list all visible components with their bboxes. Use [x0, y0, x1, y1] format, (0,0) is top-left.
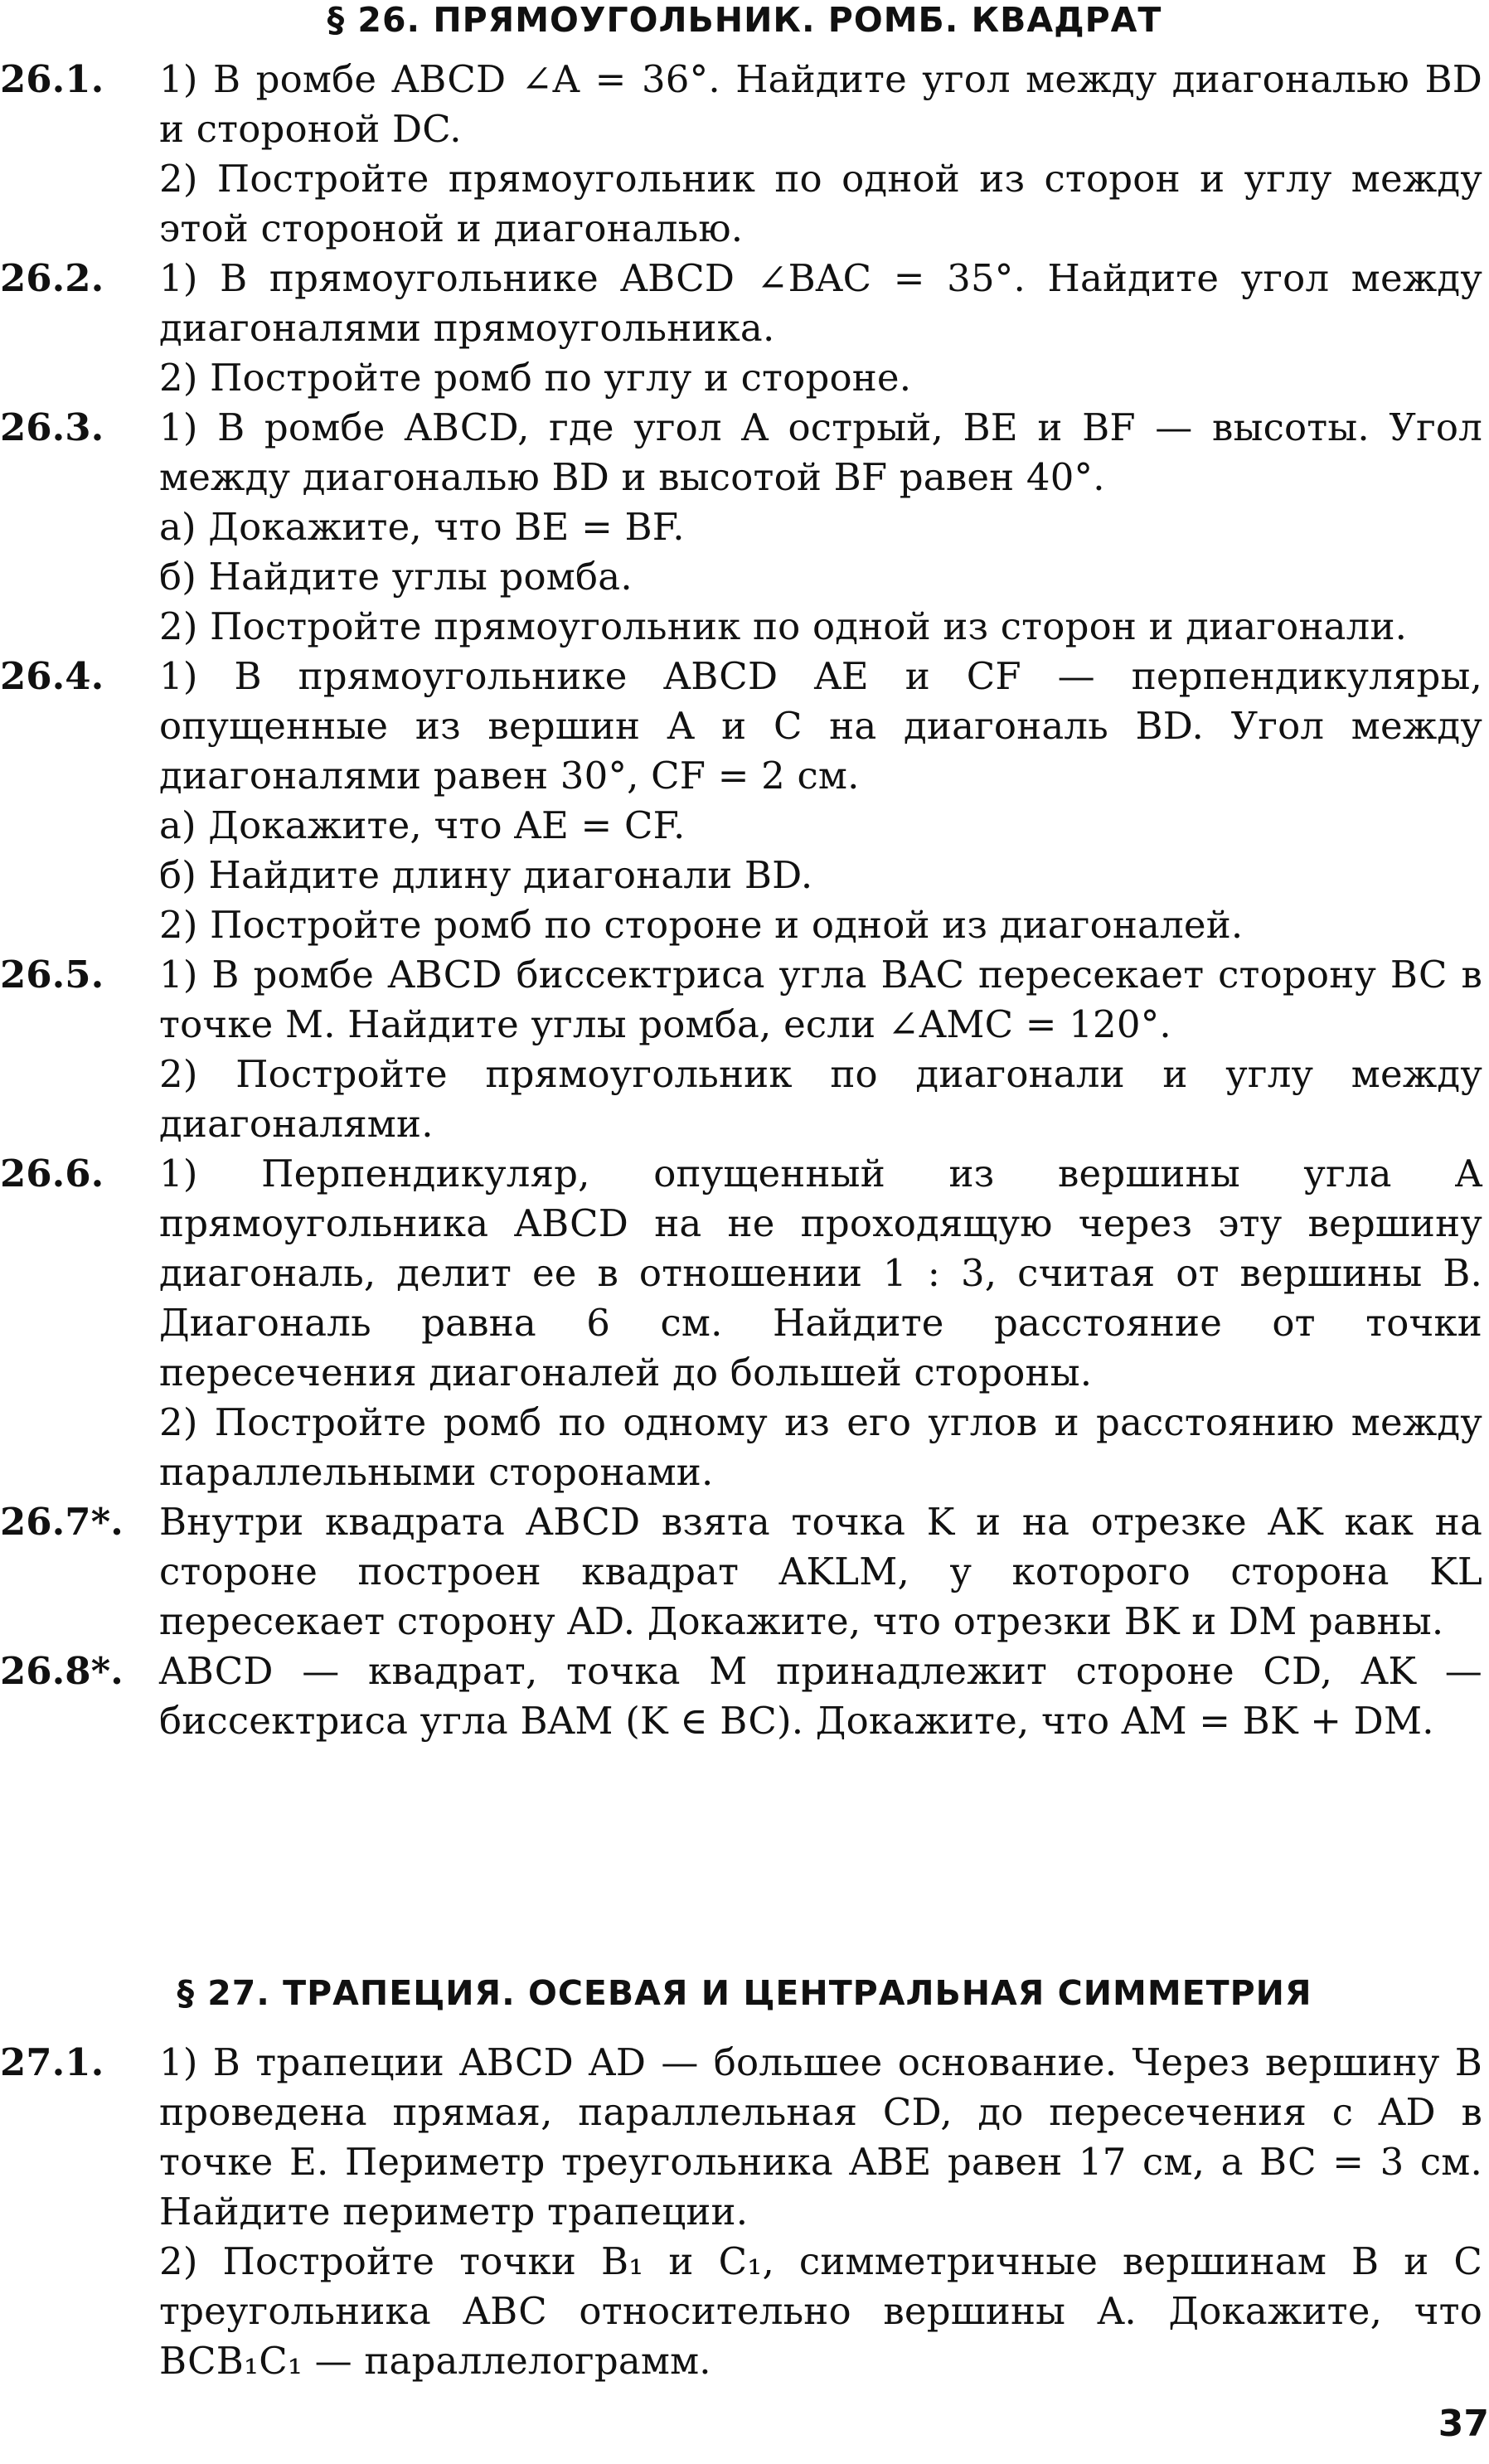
problem-part: ABCD — квадрат, точка M принадлежит стороне CD, AK — биссектриса угла BAM (K ∈ BC). Докажите, что AM = BK + DM. [159, 1649, 1482, 1743]
problem-26-7 [0, 1497, 1489, 1647]
problem-part: а) Докажите, что AE = CF. [159, 803, 686, 847]
problem-part: 1) В ромбе ABCD, где угол A острый, BE и BF — высоты. Угол между диагональю BD и высотой BF равен 40°. [159, 405, 1482, 499]
problem-number: 26.2. [0, 256, 104, 300]
problem-part: 2) Постройте ромб по одному из его углов и расстоянию между параллельными сторонами. [159, 1400, 1482, 1494]
problem-text [159, 652, 1482, 950]
problem-part: Внутри квадрата ABCD взята точка K и на отрезке AK как на стороне построен квадрат AKLM, у которого сторона KL пересекает сторону AD. Докажите, что отрезки BK и DM равны. [159, 1500, 1482, 1643]
problem-part: 1) В прямоугольнике ABCD AE и CF — перпендикуляры, опущенные из вершин A и C на диагональ BD. Угол между диагоналями равен 30°, CF = 2 см. [159, 654, 1482, 798]
problem-27-1 [0, 2038, 1489, 2386]
problem-part: 2) Постройте точки B₁ и C₁, симметричные вершинам B и C треугольника ABC относительно вершины A. Докажите, что BCB₁C₁ — параллелограмм. [159, 2239, 1482, 2383]
problem-part: 2) Постройте прямоугольник по одной из сторон и диагонали. [159, 604, 1408, 648]
problem-part: 2) Постройте ромб по стороне и одной из диагоналей. [159, 903, 1244, 947]
problem-part: 1) В ромбе ABCD ∠A = 36°. Найдите угол между диагональю BD и стороной DC. [159, 57, 1482, 151]
problem-26-8 [0, 1647, 1489, 1746]
problem-part: б) Найдите длину диагонали BD. [159, 853, 813, 897]
problem-26-5 [0, 950, 1489, 1149]
problem-text [159, 55, 1482, 254]
problem-number: 26.1. [0, 57, 104, 101]
section-26-title: § 26. ПРЯМОУГОЛЬНИК. РОМБ. КВАДРАТ [327, 0, 1162, 40]
problem-part: 1) Перпендикуляр, опущенный из вершины угла A прямоугольника ABCD на не проходящую через эту вершину диагональ, делит ее в отношении 1 : 3, считая от вершины B. Диагональ равна 6 см. Найдите расстояние от точки пересечения диагоналей до большей стороны. [159, 1152, 1482, 1394]
problem-part: 1) В трапеции ABCD AD — большее основание. Через вершину B проведена прямая, параллельная CD, до пересечения с AD в точке E. Периметр треугольника ABE равен 17 см, а BC = 3 см. Найдите периметр трапеции. [159, 2040, 1482, 2234]
problem-26-3 [0, 403, 1489, 652]
problem-part: 2) Постройте ромб по углу и стороне. [159, 356, 912, 400]
page-number: 37 [1438, 2403, 1489, 2445]
problem-number: 27.1. [0, 2040, 104, 2084]
problem-26-6 [0, 1149, 1489, 1497]
problem-text [159, 1497, 1482, 1647]
problem-part: б) Найдите углы ромба. [159, 555, 633, 599]
problem-number: 26.4. [0, 654, 104, 698]
problem-text [159, 1149, 1482, 1497]
problem-number: 26.7*. [0, 1500, 124, 1544]
section-26-problems [0, 55, 1489, 1746]
problem-number: 26.3. [0, 405, 104, 449]
problem-text [159, 254, 1482, 403]
problem-number: 26.6. [0, 1152, 104, 1196]
problem-part: 2) Постройте прямоугольник по диагонали и углу между диагоналями. [159, 1052, 1482, 1146]
section-27-problems [0, 2038, 1489, 2386]
problem-part: 2) Постройте прямоугольник по одной из сторон и углу между этой стороной и диагональю. [159, 157, 1482, 250]
problem-part: 1) В прямоугольнике ABCD ∠BAC = 35°. Найдите угол между диагоналями прямоугольника. [159, 256, 1482, 350]
problem-text [159, 403, 1482, 652]
problem-text [159, 2038, 1482, 2386]
problem-part: а) Докажите, что BE = BF. [159, 505, 685, 549]
problem-part: 1) В ромбе ABCD биссектриса угла BAC пересекает сторону BC в точке M. Найдите углы ромба, если ∠AMC = 120°. [159, 953, 1482, 1046]
problem-26-1 [0, 55, 1489, 254]
problem-number: 26.5. [0, 953, 104, 997]
problem-26-2 [0, 254, 1489, 403]
problem-number: 26.8*. [0, 1649, 124, 1693]
problem-text [159, 950, 1482, 1149]
problem-text [159, 1647, 1482, 1746]
section-27-title: § 27. ТРАПЕЦИЯ. ОСЕВАЯ И ЦЕНТРАЛЬНАЯ СИММЕТРИЯ [177, 1973, 1312, 2013]
problem-26-4 [0, 652, 1489, 950]
